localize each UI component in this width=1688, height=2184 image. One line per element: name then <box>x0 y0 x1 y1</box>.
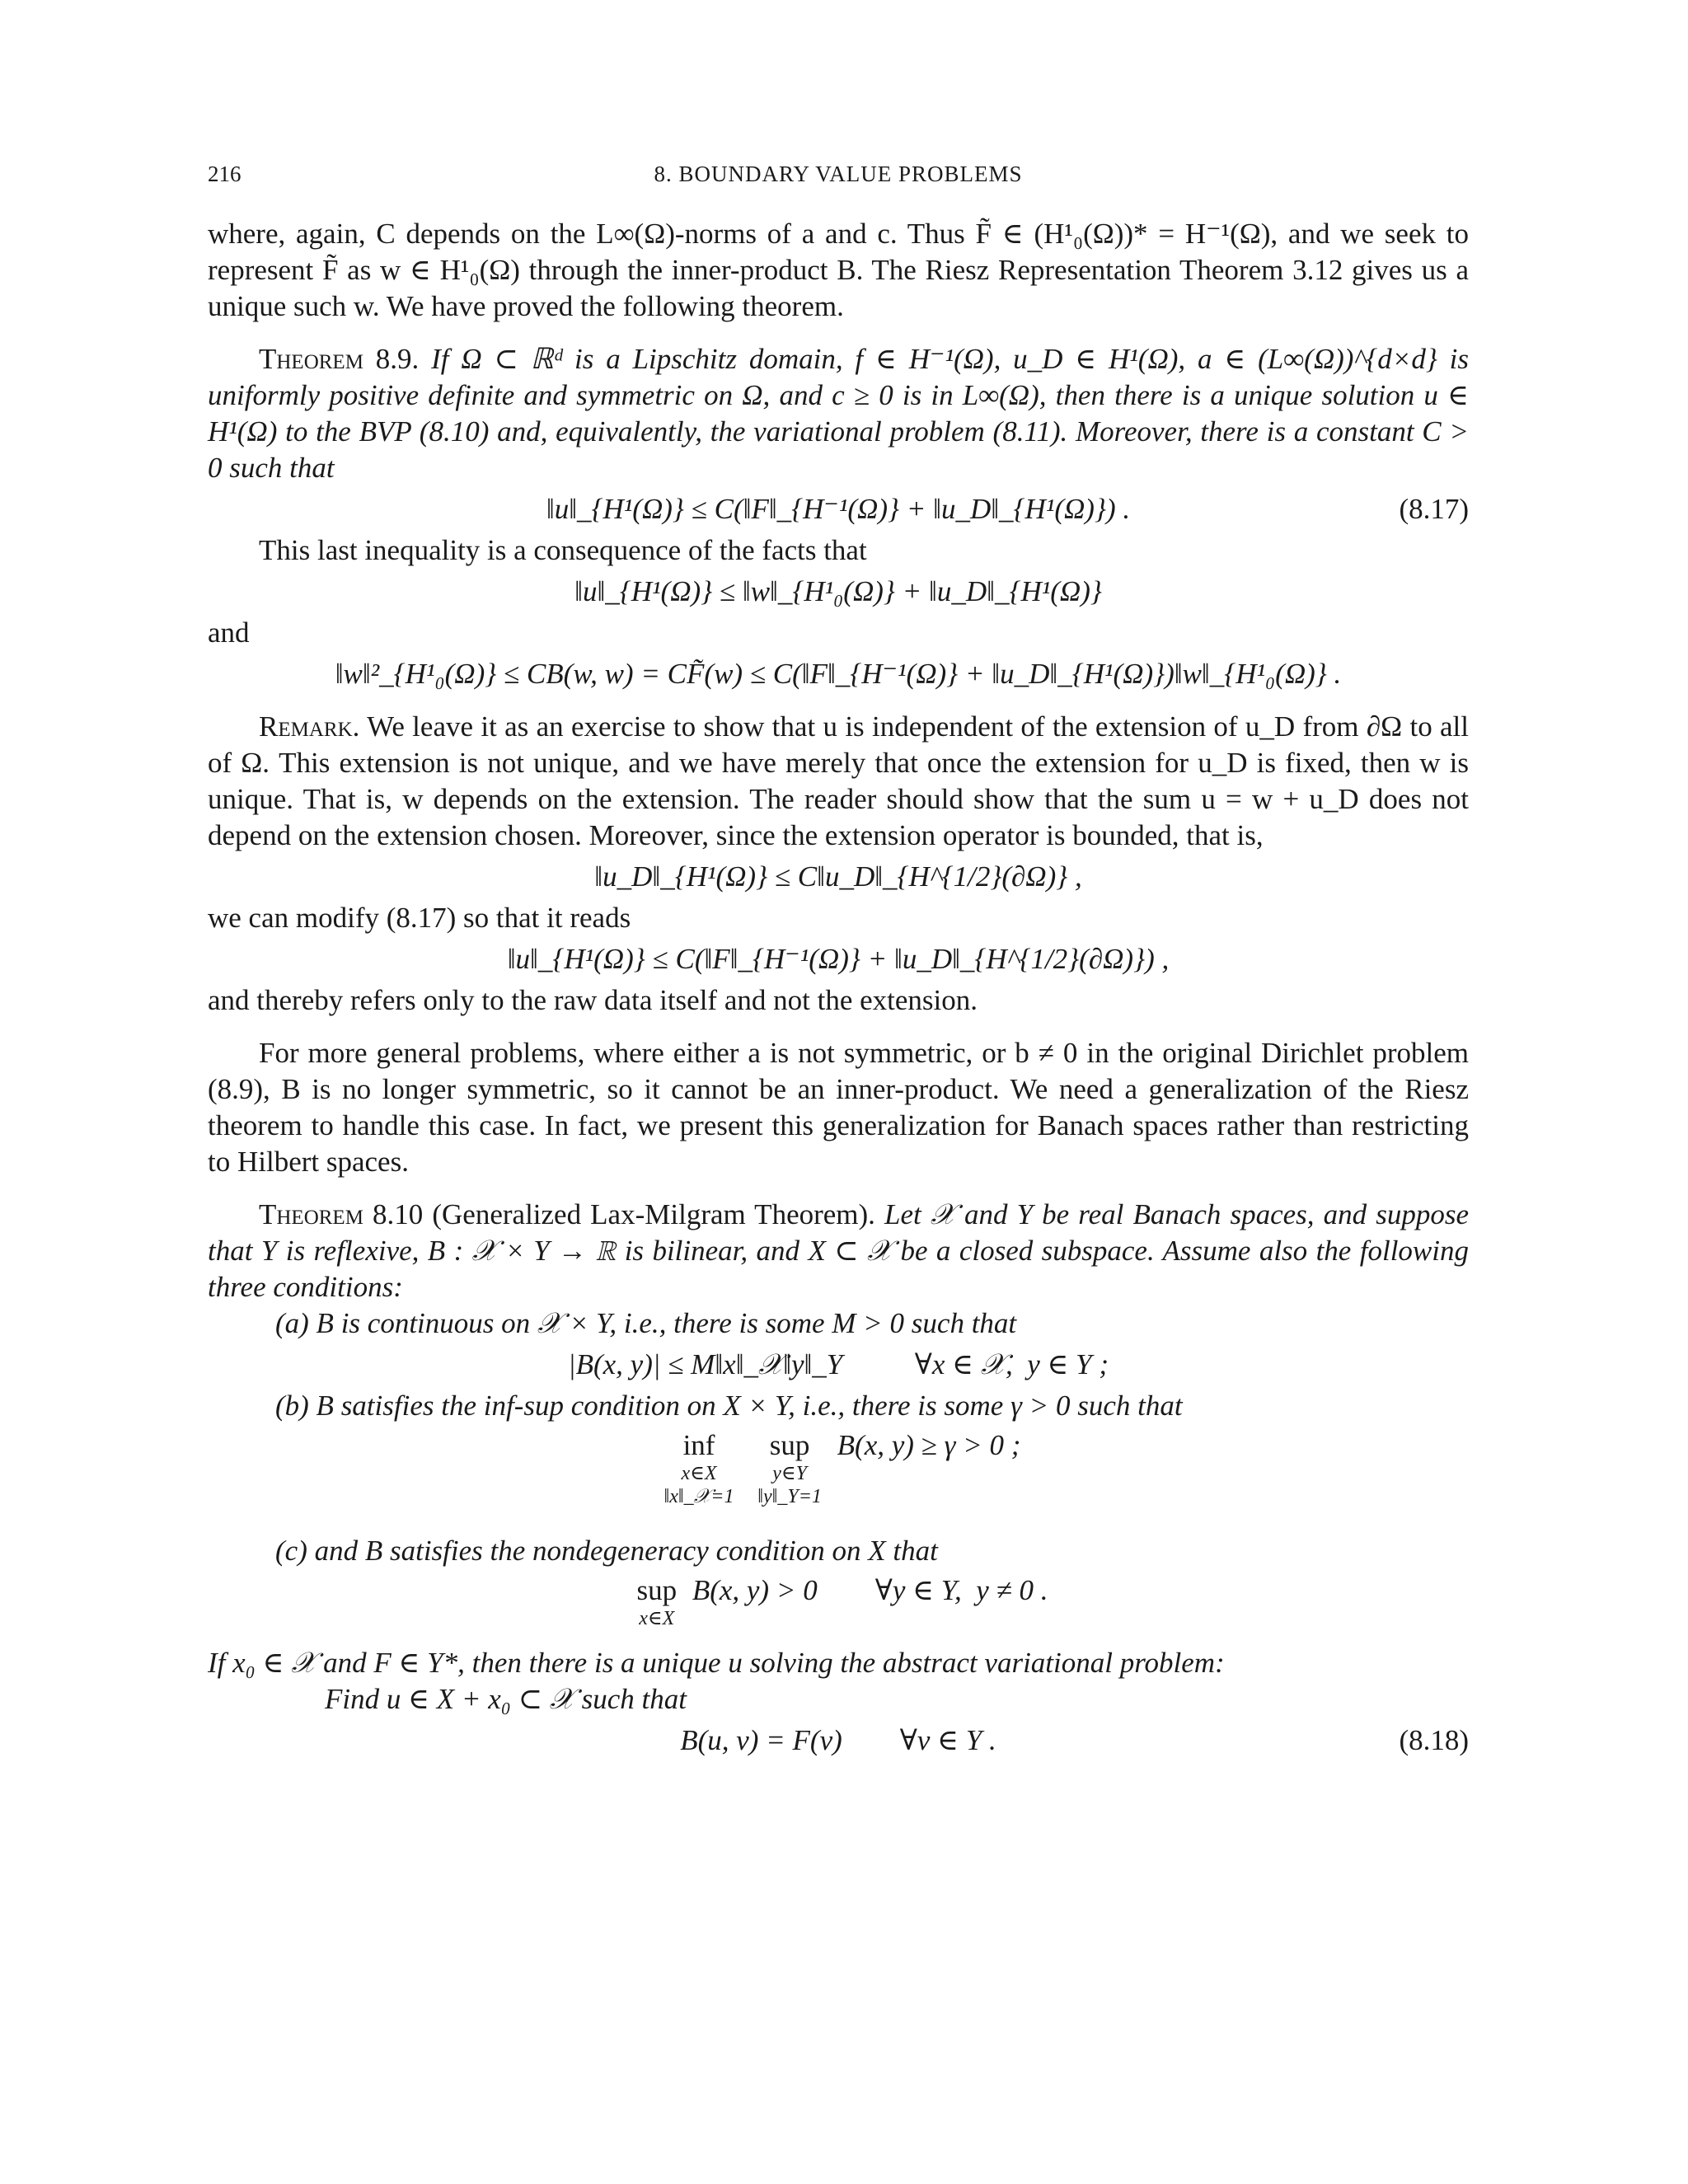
paragraph: and thereby refers only to the raw data itself and not the extension. <box>208 984 978 1016</box>
equation-rhs: B(x, y) > 0 ∀y ∈ Y, y ≠ 0 . <box>692 1574 1048 1606</box>
paragraph: This last inequality is a consequence of the facts that <box>259 534 867 566</box>
equation-body: ‖w‖²_{H¹₀(Ω)} ≤ CB(w, w) = CF̃(w) ≤ C(‖F‖_{H⁻¹(Ω)} + ‖u_D‖_{H¹(Ω)})‖w‖_{H¹₀(Ω)} . <box>335 658 1342 690</box>
inf-sup-equation <box>208 1429 1469 1528</box>
equation-body: B(u, v) = F(v) ∀v ∈ Y . <box>680 1724 996 1756</box>
equation-body: ‖u‖_{H¹(Ω)} ≤ C(‖F‖_{H⁻¹(Ω)} + ‖u_D‖_{H¹(Ω)}) . <box>546 493 1131 525</box>
equation-body: ‖u‖_{H¹(Ω)} ≤ ‖w‖_{H¹₀(Ω)} + ‖u_D‖_{H¹(Ω)} <box>574 575 1102 607</box>
sup-operator: sup y∈Y ‖y‖_Y=1 <box>757 1429 822 1507</box>
equation-number: (8.18) <box>1399 1724 1469 1756</box>
theorem-8-9 <box>208 341 1469 486</box>
equation-8-18 <box>208 1722 1469 1759</box>
nondegeneracy-equation <box>208 1574 1469 1640</box>
sup-operator: sup x∈X <box>636 1574 678 1629</box>
equation-rhs: B(x, y) ≥ γ > 0 ; <box>837 1429 1021 1461</box>
inf-operator: inf x∈X ‖x‖_𝒳=1 <box>663 1429 734 1507</box>
paragraph: Find u ∈ X + x₀ ⊂ 𝒳 such that <box>325 1683 687 1715</box>
page-content <box>208 216 1469 1764</box>
remark <box>208 709 1469 854</box>
remark-text: We leave it as an exercise to show that u is independent of the extension of u_D from ∂Ω to all of Ω. This extension is not unique, and we have merely that once the extension for u_D is fixed, then w is unique. That is, w depends on the extension. The reader should show that the sum u = w + u_D does not depend on the extension chosen. Moreover, since the extension operator is bounded, that is, <box>208 710 1469 851</box>
remark-label: Remark. <box>259 710 360 743</box>
condition-b: (b) B satisfies the inf-sup condition on X × Y, i.e., there is some γ > 0 such that <box>275 1390 1183 1422</box>
theorem-label: Theorem 8.10 <box>259 1198 424 1230</box>
chapter-title: 8. BOUNDARY VALUE PROBLEMS <box>654 162 1023 186</box>
connector-word: and <box>208 616 250 649</box>
paragraph: For more general problems, where either a is not symmetric, or b ≠ 0 in the original Dirichlet problem (8.9), B is no longer symmetric, so it cannot be an inner-product. We need a generalization of the Riesz theorem to handle this case. In fact, we present this generalization for Banach spaces rather than restricting to Hilbert spaces. <box>208 1037 1469 1178</box>
theorem-statement: If Ω ⊂ ℝᵈ is a Lipschitz domain, f ∈ H⁻¹(Ω), u_D ∈ H¹(Ω), a ∈ (L∞(Ω))^{d×d} is uniformly positive definite and symmetric on Ω, and c ≥ 0 is in L∞(Ω), then there is a unique solution u ∈ H¹(Ω) to the BVP (8.10) and, equivalently, the variational problem (8.11). Moreover, there is a constant C > 0 such that <box>208 343 1469 484</box>
equation-8-17 <box>208 491 1469 527</box>
equation <box>208 574 1469 610</box>
equation <box>208 941 1469 977</box>
equation-body: ‖u_D‖_{H¹(Ω)} ≤ C‖u_D‖_{H^{1/2}(∂Ω)} , <box>594 860 1082 893</box>
equation <box>208 859 1469 895</box>
theorem-8-10 <box>208 1197 1469 1305</box>
paragraph: where, again, C depends on the L∞(Ω)-norms of a and c. Thus F̃ ∈ (H¹₀(Ω))* = H⁻¹(Ω), and we seek to represent F̃ as w ∈ H¹₀(Ω) through the inner-product B. The Riesz Representation Theorem 3.12 gives us a unique such w. We have proved the following theorem. <box>208 218 1469 322</box>
page-number: 216 <box>208 162 241 186</box>
equation-number: (8.17) <box>1399 493 1469 525</box>
equation <box>208 1347 1469 1383</box>
equation-body: ‖u‖_{H¹(Ω)} ≤ C(‖F‖_{H⁻¹(Ω)} + ‖u_D‖_{H^{1/2}(∂Ω)}) , <box>507 943 1170 975</box>
theorem-name: (Generalized Lax-Milgram Theorem). <box>432 1198 875 1230</box>
condition-c: (c) and B satisfies the nondegeneracy condition on X that <box>275 1535 938 1567</box>
equation-body: |B(x, y)| ≤ M‖x‖_𝒳‖y‖_Y ∀x ∈ 𝒳, y ∈ Y ; <box>567 1348 1109 1380</box>
equation <box>208 656 1469 692</box>
paragraph: If x₀ ∈ 𝒳 and F ∈ Y*, then there is a unique u solving the abstract variational problem: <box>208 1647 1225 1679</box>
theorem-label: Theorem 8.9. <box>259 343 420 375</box>
theorem-statement: Let 𝒳 and Y be real Banach spaces, and suppose that Y is reflexive, B : 𝒳 × Y → ℝ is bilinear, and X ⊂ 𝒳 be a closed subspace. Assume also the following three conditions: <box>208 1198 1469 1303</box>
running-header <box>208 162 1469 194</box>
condition-a: (a) B is continuous on 𝒳 × Y, i.e., there is some M > 0 such that <box>275 1307 1017 1339</box>
paragraph: we can modify (8.17) so that it reads <box>208 902 631 934</box>
